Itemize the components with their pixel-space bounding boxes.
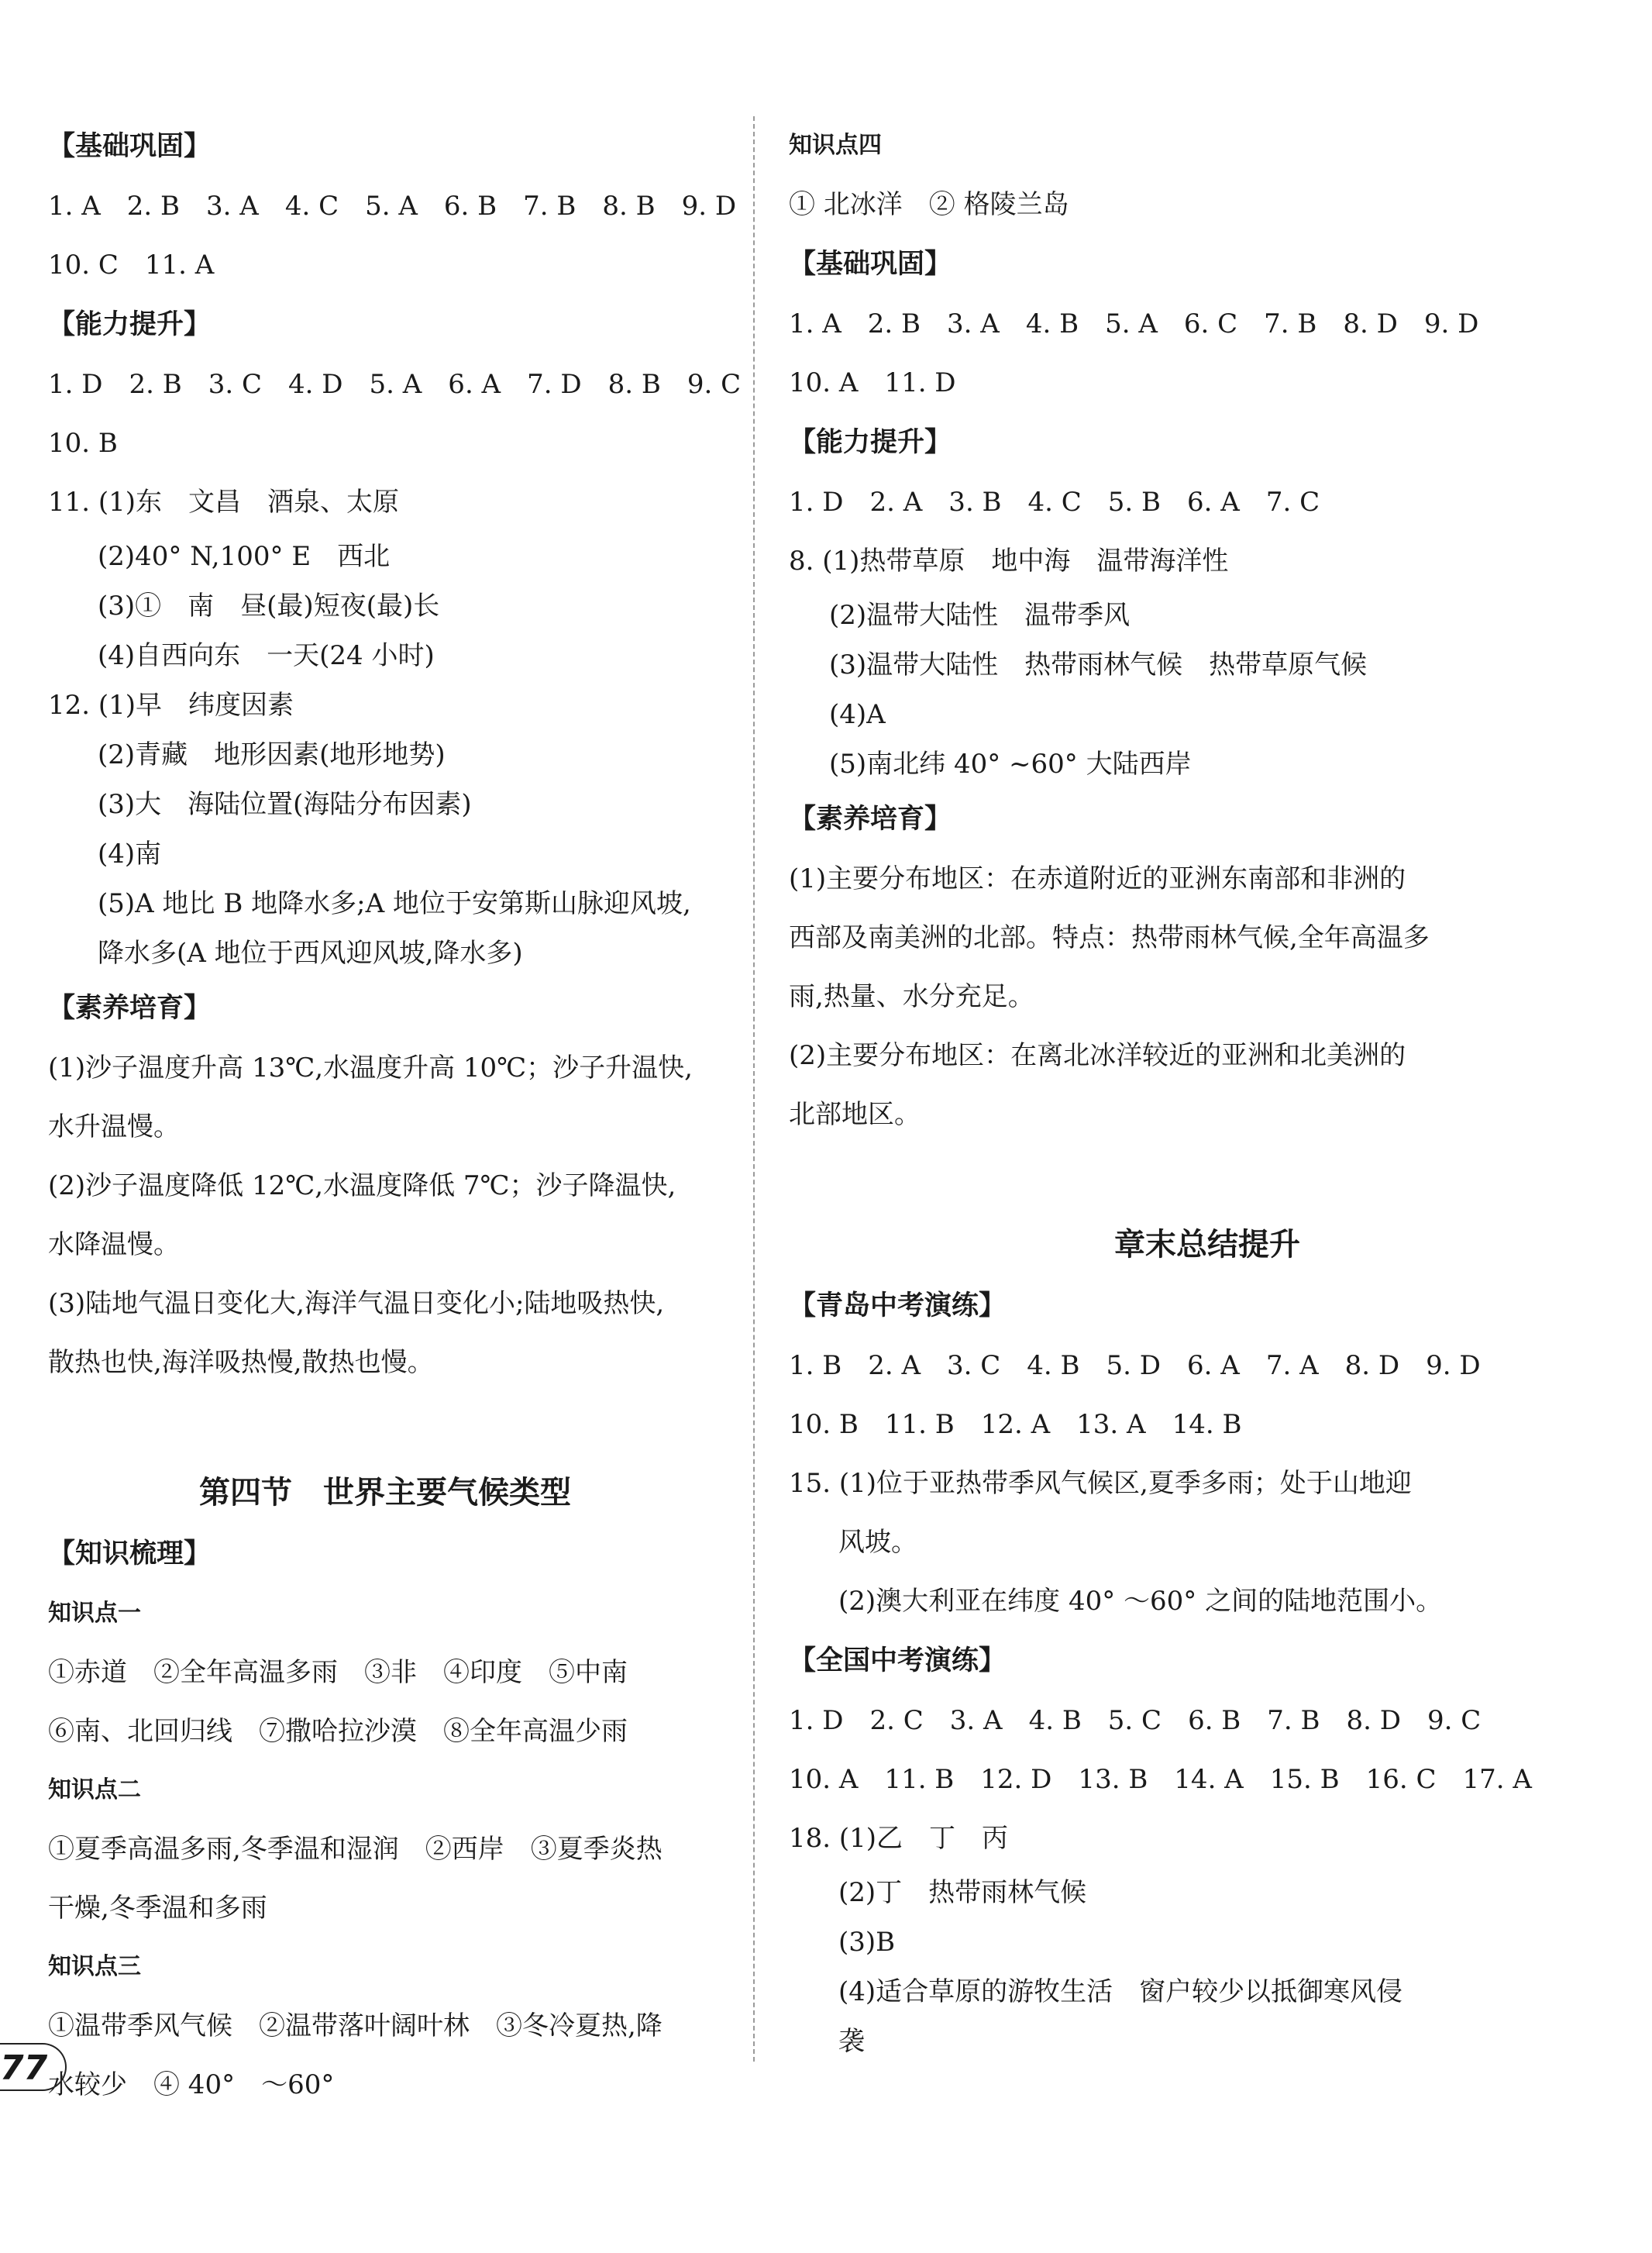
answer-line: 水较少 ④ 40° ～60° bbox=[48, 2069, 335, 2100]
answer-line: 1. A 2. B 3. A 4. B 5. A 6. C 7. B 8. D 9. D bbox=[789, 308, 1479, 339]
answer-line: (3)陆地气温日变化大,海洋气温日变化小;陆地吸热快, bbox=[48, 1288, 665, 1319]
answer-line: 10. A 11. D bbox=[789, 367, 956, 398]
answer-line: (4)适合草原的游牧生活 窗户较少以抵御寒风侵 bbox=[838, 1976, 1403, 2007]
answer-line: (1)主要分布地区：在赤道附近的亚洲东南部和非洲的 bbox=[789, 863, 1406, 894]
answer-line: ① 北冰洋 ② 格陵兰岛 bbox=[789, 189, 1069, 220]
answer-line: 水升温慢。 bbox=[48, 1111, 180, 1142]
section-heading: 【基础巩固】 bbox=[48, 131, 212, 162]
answer-line: (2)主要分布地区：在离北冰洋较近的亚洲和北美洲的 bbox=[789, 1040, 1406, 1071]
answer-line: 18. (1)乙 丁 丙 bbox=[789, 1823, 1009, 1854]
answer-line: 10. B 11. B 12. A 13. A 14. B bbox=[789, 1409, 1242, 1440]
answer-line: 10. C 11. A bbox=[48, 250, 215, 281]
answer-line: (4)A bbox=[829, 699, 886, 730]
answer-line: (3)大 海陆位置(海陆分布因素) bbox=[98, 789, 472, 820]
answer-line: 干燥,冬季温和多雨 bbox=[48, 1893, 267, 1924]
answer-line: ①赤道 ②全年高温多雨 ③非 ④印度 ⑤中南 bbox=[48, 1657, 628, 1688]
section-heading: 【素养培育】 bbox=[789, 804, 952, 835]
answer-line: 水降温慢。 bbox=[48, 1229, 180, 1260]
answer-line: 11. (1)东 文昌 酒泉、太原 bbox=[48, 487, 400, 518]
section-heading: 【全国中考演练】 bbox=[789, 1645, 1007, 1676]
knowledge-point-label: 知识点三 bbox=[48, 1953, 141, 1980]
answer-line: ①夏季高温多雨,冬季温和湿润 ②西岸 ③夏季炎热 bbox=[48, 1834, 663, 1865]
left-column bbox=[48, 116, 742, 2114]
answer-line: 1. D 2. C 3. A 4. B 5. C 6. B 7. B 8. D 9. C bbox=[789, 1705, 1482, 1736]
answer-line: (1)沙子温度升高 13℃,水温度升高 10℃；沙子升温快, bbox=[48, 1052, 693, 1083]
answer-line: 风坡。 bbox=[838, 1527, 917, 1558]
answer-line: 降水多(A 地位于西风迎风坡,降水多) bbox=[98, 938, 523, 969]
answer-line: 北部地区。 bbox=[789, 1099, 921, 1130]
answer-line: 10. B bbox=[48, 428, 118, 459]
answer-line: (2)澳大利亚在纬度 40° ～60° 之间的陆地范围小。 bbox=[838, 1586, 1443, 1617]
answer-line: 15. (1)位于亚热带季风气候区,夏季多雨；处于山地迎 bbox=[789, 1468, 1412, 1499]
answer-line: 西部及南美洲的北部。特点：热带雨林气候,全年高温多 bbox=[789, 922, 1430, 953]
answer-line: (2)温带大陆性 温带季风 bbox=[829, 600, 1131, 631]
knowledge-point-label: 知识点四 bbox=[789, 132, 882, 159]
answer-line: ⑥南、北回归线 ⑦撒哈拉沙漠 ⑧全年高温少雨 bbox=[48, 1716, 628, 1747]
answer-line: (2)沙子温度降低 12℃,水温度降低 7℃；沙子降温快, bbox=[48, 1170, 676, 1201]
answer-line: (4)自西向东 一天(24 小时) bbox=[98, 640, 435, 671]
section-heading: 【能力提升】 bbox=[48, 309, 212, 340]
column-divider bbox=[753, 116, 755, 2062]
answer-line: (2)40° N,100° E 西北 bbox=[98, 541, 391, 572]
section-heading: 【基础巩固】 bbox=[789, 249, 952, 280]
section-title: 第四节 世界主要气候类型 bbox=[199, 1475, 571, 1511]
answer-line: 8. (1)热带草原 地中海 温带海洋性 bbox=[789, 546, 1229, 577]
answer-line: (4)南 bbox=[98, 839, 162, 870]
answer-line: (3)B bbox=[838, 1927, 896, 1958]
answer-line: 雨,热量、水分充足。 bbox=[789, 981, 1034, 1012]
section-heading: 【知识梳理】 bbox=[48, 1538, 212, 1569]
page-number: 77 bbox=[0, 2043, 67, 2091]
answer-line: (3)温带大陆性 热带雨林气候 热带草原气候 bbox=[829, 649, 1368, 680]
right-column bbox=[789, 116, 1626, 2066]
answer-line: (2)青藏 地形因素(地形地势) bbox=[98, 739, 446, 770]
answer-line: ①温带季风气候 ②温带落叶阔叶林 ③冬冷夏热,降 bbox=[48, 2010, 663, 2041]
answer-line: (3)① 南 昼(最)短夜(最)长 bbox=[98, 591, 440, 622]
answer-line: (5)A 地比 B 地降水多;A 地位于安第斯山脉迎风坡, bbox=[98, 888, 691, 919]
answer-line: 袭 bbox=[838, 2026, 865, 2057]
answer-line: (2)丁 热带雨林气候 bbox=[838, 1877, 1087, 1908]
answer-line: 1. A 2. B 3. A 4. C 5. A 6. B 7. B 8. B 9. D bbox=[48, 191, 737, 222]
answer-line: 12. (1)早 纬度因素 bbox=[48, 690, 294, 721]
answer-line: 散热也快,海洋吸热慢,散热也慢。 bbox=[48, 1347, 434, 1378]
section-heading: 【能力提升】 bbox=[789, 427, 952, 458]
answer-line: 10. A 11. B 12. D 13. B 14. A 15. B 16. C 17. A bbox=[789, 1764, 1532, 1795]
knowledge-point-label: 知识点二 bbox=[48, 1776, 141, 1803]
knowledge-point-label: 知识点一 bbox=[48, 1600, 141, 1627]
chapter-title: 章末总结提升 bbox=[1114, 1227, 1300, 1263]
section-heading: 【素养培育】 bbox=[48, 993, 212, 1024]
answer-line: 1. D 2. A 3. B 4. C 5. B 6. A 7. C bbox=[789, 487, 1320, 518]
section-heading: 【青岛中考演练】 bbox=[789, 1290, 1007, 1321]
answer-line: (5)南北纬 40° ~60° 大陆西岸 bbox=[829, 749, 1192, 780]
answer-line: 1. D 2. B 3. C 4. D 5. A 6. A 7. D 8. B 9. C bbox=[48, 369, 742, 400]
answer-line: 1. B 2. A 3. C 4. B 5. D 6. A 7. A 8. D 9. D bbox=[789, 1350, 1481, 1381]
